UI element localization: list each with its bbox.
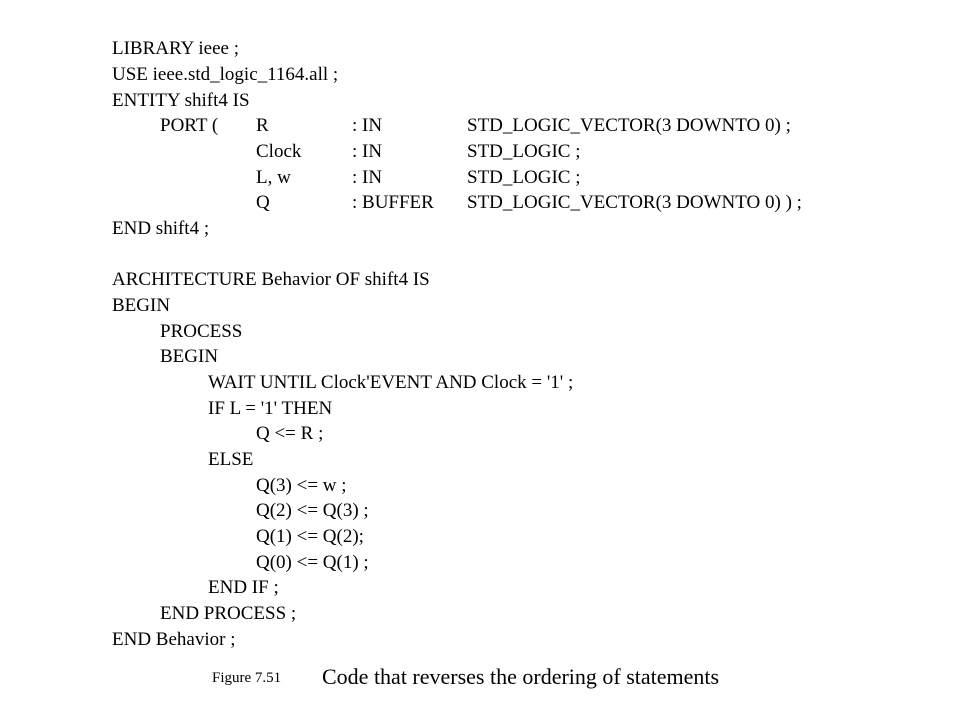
code-line-q0: Q(0) <= Q(1) ; <box>256 552 369 573</box>
port-name-clock: Clock <box>256 141 302 162</box>
code-line-process: PROCESS <box>160 321 243 342</box>
code-line-q-assign: Q <= R ; <box>256 423 324 444</box>
code-line-q3: Q(3) <= w ; <box>256 475 347 496</box>
port-name-lw: L, w <box>256 167 291 188</box>
code-line-wait: WAIT UNTIL Clock'EVENT AND Clock = '1' ; <box>208 372 574 393</box>
code-line-end-if: END IF ; <box>208 577 279 598</box>
code-line-use: USE ieee.std_logic_1164.all ; <box>112 64 339 85</box>
code-line-q2: Q(2) <= Q(3) ; <box>256 500 369 521</box>
code-line-process-begin: BEGIN <box>160 346 219 367</box>
code-line-end-process: END PROCESS ; <box>160 603 297 624</box>
code-line-end-entity: END shift4 ; <box>112 218 210 239</box>
code-line-if: IF L = '1' THEN <box>208 398 333 419</box>
code-line-architecture: ARCHITECTURE Behavior OF shift4 IS <box>112 269 430 290</box>
figure-caption <box>0 664 960 694</box>
figure-caption-text: Code that reverses the ordering of statements <box>322 664 720 689</box>
port-type-r: STD_LOGIC_VECTOR(3 DOWNTO 0) ; <box>467 115 791 136</box>
code-line-begin: BEGIN <box>112 295 171 316</box>
port-mode-q: : BUFFER <box>352 192 434 213</box>
port-mode-clock: : IN <box>352 141 383 162</box>
code-line-else: ELSE <box>208 449 254 470</box>
port-mode-lw: : IN <box>352 167 383 188</box>
figure-number: Figure 7.51 <box>212 670 282 686</box>
port-mode-r: : IN <box>352 115 383 136</box>
port-type-q: STD_LOGIC_VECTOR(3 DOWNTO 0) ) ; <box>467 192 802 213</box>
port-keyword: PORT ( <box>160 115 219 136</box>
code-line-end-behavior: END Behavior ; <box>112 629 236 650</box>
port-type-lw: STD_LOGIC ; <box>467 167 581 188</box>
code-line-library: LIBRARY ieee ; <box>112 38 239 59</box>
code-line-entity: ENTITY shift4 IS <box>112 90 250 111</box>
port-name-q: Q <box>256 192 270 213</box>
code-line-q1: Q(1) <= Q(2); <box>256 526 364 547</box>
port-name-r: R <box>256 115 269 136</box>
port-type-clock: STD_LOGIC ; <box>467 141 581 162</box>
